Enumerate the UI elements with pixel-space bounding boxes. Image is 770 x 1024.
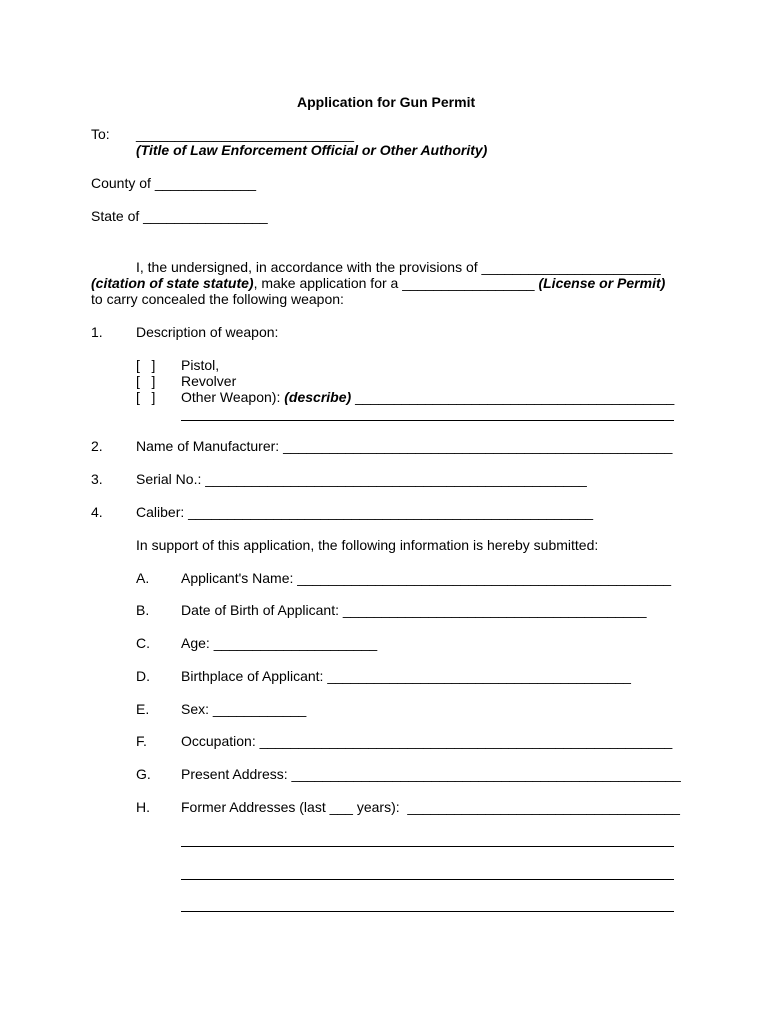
other-weapon-label: Other Weapon): — [181, 389, 281, 405]
age-line — [181, 635, 377, 651]
serial-label: Serial No.: — [136, 471, 202, 487]
occupation-line — [181, 733, 672, 749]
revolver-checkbox[interactable]: [ ] — [136, 373, 156, 389]
former-addresses-label: Former Addresses (last ___ years): — [181, 799, 400, 815]
other-weapon-line — [181, 389, 674, 405]
age-blank[interactable]: _____________________ — [213, 635, 378, 651]
item-3-number: 3. — [91, 471, 103, 487]
applicant-name-blank[interactable]: ________________________________________________ — [297, 570, 672, 586]
birth-date-line — [181, 602, 647, 618]
present-address-label: Present Address: — [181, 766, 288, 782]
item-c-letter: C. — [136, 635, 150, 651]
license-caption: (License or Permit) — [538, 275, 666, 291]
present-address-line — [181, 766, 681, 782]
birth-date-label: Date of Birth of Applicant: — [181, 602, 339, 618]
caliber-line — [136, 504, 593, 520]
sex-blank[interactable]: ____________ — [212, 701, 307, 717]
to-label: To: — [91, 126, 110, 142]
occupation-label: Occupation: — [181, 733, 256, 749]
present-address-blank[interactable]: __________________________________________________ — [291, 766, 681, 782]
item-1-label: Description of weapon: — [136, 324, 279, 340]
caliber-blank[interactable]: ____________________________________________________ — [188, 504, 594, 520]
age-label: Age: — [181, 635, 210, 651]
manufacturer-label: Name of Manufacturer: — [136, 438, 280, 454]
pistol-label: Pistol, — [181, 357, 220, 373]
sex-line — [181, 701, 306, 717]
item-h-letter: H. — [136, 799, 150, 815]
intro-line-3: to carry concealed the following weapon: — [91, 291, 344, 307]
serial-line — [136, 471, 587, 487]
application-blank[interactable]: , make application for a _________________ — [253, 275, 539, 291]
birthplace-label: Birthplace of Applicant: — [181, 668, 324, 684]
sex-label: Sex: — [181, 701, 210, 717]
describe-blank[interactable]: _________________________________________ — [355, 389, 675, 405]
caliber-label: Caliber: — [136, 504, 185, 520]
support-statement: In support of this application, the following information is hereby submitted: — [136, 537, 599, 553]
describe-continuation-line[interactable] — [181, 420, 674, 421]
manufacturer-blank[interactable]: __________________________________________________ — [283, 438, 673, 454]
former-addresses-line — [181, 799, 680, 815]
state-line[interactable]: State of ________________ — [91, 208, 268, 224]
revolver-label: Revolver — [181, 373, 237, 389]
item-f-letter: F. — [136, 733, 147, 749]
applicant-name-label: Applicant's Name: — [181, 570, 294, 586]
item-a-letter: A. — [136, 570, 150, 586]
item-4-number: 4. — [91, 504, 103, 520]
page-title: Application for Gun Permit — [297, 94, 476, 110]
item-e-letter: E. — [136, 701, 150, 717]
intro-line-1[interactable]: I, the undersigned, in accordance with the provisions of _______________________ — [136, 259, 661, 275]
former-address-line-2[interactable] — [181, 879, 674, 880]
manufacturer-line — [136, 438, 672, 454]
serial-blank[interactable]: _________________________________________________ — [205, 471, 587, 487]
former-addresses-blank[interactable]: ___________________________________ — [407, 799, 680, 815]
item-1-number: 1. — [91, 324, 103, 340]
item-g-letter: G. — [136, 766, 151, 782]
to-caption: (Title of Law Enforcement Official or Other Authority) — [136, 142, 488, 158]
birthplace-blank[interactable]: _______________________________________ — [327, 668, 631, 684]
pistol-checkbox[interactable]: [ ] — [136, 357, 156, 373]
former-address-line-1[interactable] — [181, 846, 674, 847]
applicant-name-line — [181, 570, 671, 586]
item-b-letter: B. — [136, 602, 150, 618]
birth-date-blank[interactable]: _______________________________________ — [342, 602, 647, 618]
occupation-blank[interactable]: _____________________________________________________ — [259, 733, 673, 749]
former-address-line-3[interactable] — [181, 911, 674, 912]
other-weapon-checkbox[interactable]: [ ] — [136, 389, 156, 405]
intro-line-2 — [91, 275, 665, 291]
citation-caption: (citation of state statute) — [91, 275, 254, 291]
describe-caption: (describe) — [284, 389, 352, 405]
item-d-letter: D. — [136, 668, 150, 684]
item-2-number: 2. — [91, 438, 103, 454]
birthplace-line — [181, 668, 631, 684]
to-blank[interactable]: ____________________________ — [136, 126, 355, 142]
county-line[interactable]: County of _____________ — [91, 175, 257, 191]
